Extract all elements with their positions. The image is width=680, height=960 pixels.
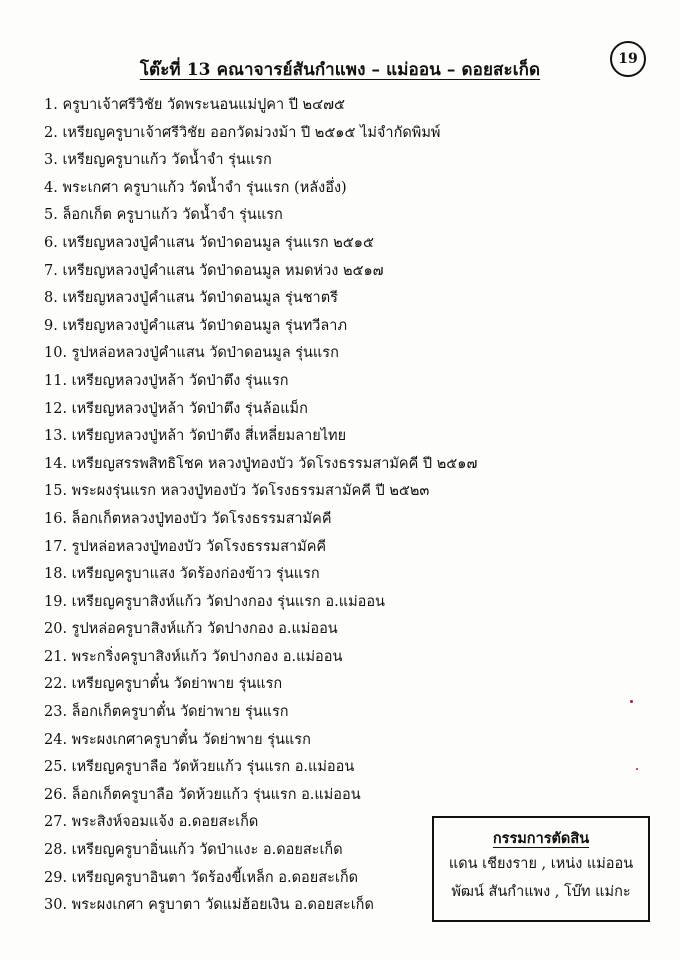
page-number: 19 bbox=[618, 51, 638, 67]
list-item: 28. เหรียญครูบาอิ่นแก้ว วัดป่าแงะ อ.ดอยสะเก็ด bbox=[44, 842, 343, 859]
list-item: 19. เหรียญครูบาสิงห์แก้ว วัดปางกอง รุ่นแรก อ.แม่ออน bbox=[44, 593, 385, 610]
list-item: 27. พระสิงห์จอมแจ้ง อ.ดอยสะเก็ด bbox=[44, 814, 259, 831]
list-item: 8. เหรียญหลวงปู่คำแสน วัดป่าดอนมูล รุ่นชาตรี bbox=[44, 290, 338, 307]
scan-speck bbox=[630, 700, 633, 703]
list-item: 18. เหรียญครูบาแสง วัดร้องก่องข้าว รุ่นแรก bbox=[44, 566, 320, 583]
list-item: 26. ล็อกเก็ตครูบาลือ วัดห้วยแก้ว รุ่นแรก อ.แม่ออน bbox=[44, 786, 361, 803]
list-item: 25. เหรียญครูบาลือ วัดห้วยแก้ว รุ่นแรก อ.แม่ออน bbox=[44, 759, 355, 776]
list-item: 21. พระกริ่งครูบาสิงห์แก้ว วัดปางกอง อ.แม่ออน bbox=[44, 648, 343, 665]
list-item: 20. รูปหล่อครูบาสิงห์แก้ว วัดปางกอง อ.แม่ออน bbox=[44, 621, 338, 638]
list-item: 4. พระเกศา ครูบาแก้ว วัดน้ำจำ รุ่นแรก (หลังอึ่ง) bbox=[44, 179, 347, 196]
page-title: โต๊ะที่ 13 คณาจารย์สันกำแพง – แม่ออน – ดอยสะเก็ด bbox=[139, 60, 541, 80]
list-item: 14. เหรียญสรรพสิทธิโชค หลวงปู่ทองบัว วัดโรงธรรมสามัคคี ปี ๒๕๑๗ bbox=[44, 455, 478, 472]
list-item: 2. เหรียญครูบาเจ้าศรีวิชัย ออกวัดม่วงม้า ปี ๒๕๑๕ ไม่จำกัดพิมพ์ bbox=[44, 124, 441, 141]
judges-line-1: แดน เชียงราย , เหน่ง แม่ออน bbox=[448, 856, 634, 872]
page-number-badge bbox=[610, 41, 646, 77]
scan-speck bbox=[636, 768, 638, 770]
list-item: 1. ครูบาเจ้าศรีวิชัย วัดพระนอนแม่ปูคา ปี ๒๔๗๕ bbox=[44, 97, 345, 113]
list-item: 17. รูปหล่อหลวงปู่ทองบัว วัดโรงธรรมสามัคคี bbox=[44, 538, 327, 555]
amulet-list bbox=[44, 92, 477, 920]
list-item: 13. เหรียญหลวงปู่หล้า วัดป่าตึง สี่เหลี่ยมลายไทย bbox=[44, 428, 347, 445]
list-item: 6. เหรียญหลวงปู่คำแสน วัดป่าดอนมูล รุ่นแรก ๒๕๑๕ bbox=[44, 234, 374, 251]
list-item: 24. พระผงเกศาครูบาตั๋น วัดย่าพาย รุ่นแรก bbox=[44, 731, 311, 748]
list-item: 10. รูปหล่อหลวงปู่คำแสน วัดป่าดอนมูล รุ่นแรก bbox=[44, 345, 339, 362]
judges-box bbox=[432, 816, 650, 922]
list-item: 11. เหรียญหลวงปู่หล้า วัดป่าตึง รุ่นแรก bbox=[44, 372, 289, 389]
judges-title: กรรมการตัดสิน bbox=[492, 830, 590, 847]
list-item: 3. เหรียญครูบาแก้ว วัดน้ำจำ รุ่นแรก bbox=[44, 152, 272, 169]
list-item: 23. ล็อกเก็ตครูบาตั๋น วัดย่าพาย รุ่นแรก bbox=[44, 704, 289, 721]
judges-line-2: พัฒน์ สันกำแพง , โบ๊ท แม่กะ bbox=[451, 884, 631, 900]
list-item: 30. พระผงเกศา ครูบาตา วัดแม่ฮ้อยเงิน อ.ดอยสะเก็ด bbox=[44, 897, 374, 914]
list-item: 22. เหรียญครูบาตั๋น วัดย่าพาย รุ่นแรก bbox=[44, 676, 283, 693]
list-item: 9. เหรียญหลวงปู่คำแสน วัดป่าดอนมูล รุ่นทวีลาภ bbox=[44, 317, 348, 334]
list-item: 5. ล็อกเก็ต ครูบาแก้ว วัดน้ำจำ รุ่นแรก bbox=[44, 207, 283, 224]
list-item: 12. เหรียญหลวงปู่หล้า วัดป่าตึง รุ่นล้อแม็ก bbox=[44, 400, 308, 417]
list-item: 29. เหรียญครูบาอินตา วัดร้องขี้เหล็ก อ.ดอยสะเก็ด bbox=[44, 869, 359, 886]
list-item: 15. พระผงรุ่นแรก หลวงปู่ทองบัว วัดโรงธรรมสามัคคี ปี ๒๕๒๓ bbox=[44, 483, 430, 500]
list-item: 16. ล็อกเก็ตหลวงปู่ทองบัว วัดโรงธรรมสามัคคี bbox=[44, 510, 332, 527]
list-item: 7. เหรียญหลวงปู่คำแสน วัดป่าดอนมูล หมดห่วง ๒๕๑๗ bbox=[44, 262, 384, 279]
